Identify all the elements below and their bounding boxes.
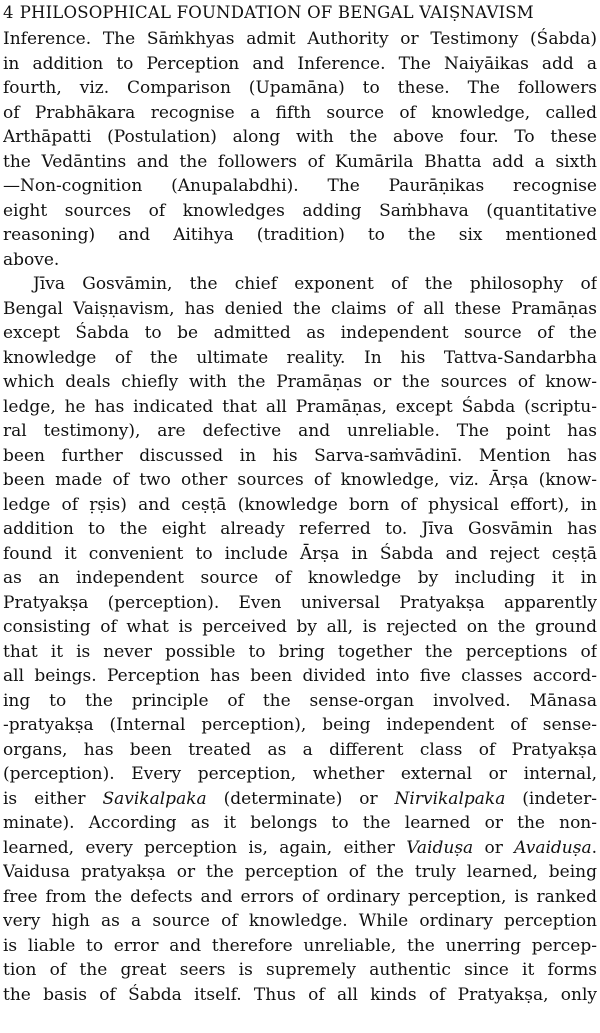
text-line: knowledge of the ultimate reality. In his Tattva-Sandarbha: [3, 347, 597, 368]
text-line: found it convenient to include Ārṣa in Śabda and reject ceṣṭā: [3, 543, 597, 564]
text-line: in addition to Perception and Inference. The Naiyāikas add a: [3, 53, 597, 74]
text-line: consisting of what is perceived by all, is rejected on the ground: [3, 617, 597, 637]
paragraph: [3, 272, 597, 1007]
text-line: reasoning) and Aitihya (tradition) to the six mentioned: [3, 225, 597, 245]
text-line: minate). According as it belongs to the learned or the non-: [3, 813, 597, 833]
text-line: of Prabhākara recognise a fifth source of knowledge, called: [3, 102, 597, 123]
text-line: that it is never possible to bring together the perceptions of: [3, 641, 597, 662]
text-line: except Śabda to be admitted as independent source of the: [3, 323, 597, 343]
text-line: Jīva Gosvāmin, the chief exponent of the philosophy of: [33, 274, 597, 294]
text-line: ing to the principle of the sense-organ involved. Mānasa: [3, 690, 597, 711]
text-line: fourth, viz. Comparison (Upamāna) to these. The followers: [3, 78, 597, 98]
text-line: Pratyakṣa (perception). Even universal Pratyakṣa apparently: [3, 592, 597, 613]
text-line: the Vedāntins and the followers of Kumārila Bhatta add a sixth: [3, 151, 597, 172]
text-line: is either Savikalpaka (determinate) or Nirvikalpaka (indeter-: [3, 788, 597, 809]
text-line: as an independent source of knowledge by including it in: [3, 568, 597, 588]
text-line: above.: [3, 249, 60, 270]
text-line: free from the defects and errors of ordinary perception, is ranked: [3, 886, 597, 907]
text-line: is liable to error and therefore unreliable, the unerring percep-: [3, 935, 597, 956]
text-line: Inference. The Sāṁkhyas admit Authority or Testimony (Śabda): [3, 29, 597, 49]
paragraph: [3, 27, 597, 272]
running-head: [3, 0, 597, 27]
text-line: eight sources of knowledges adding Saṁbhava (quantitative: [3, 200, 597, 221]
text-line: tion of the great seers is supremely authentic since it forms: [3, 960, 597, 980]
text-line: all beings. Perception has been divided into five classes accord-: [3, 666, 597, 686]
text-line: ledge of ṛṣis) and ceṣṭā (knowledge born of physical effort), in: [3, 494, 597, 515]
text-line: Arthāpatti (Postulation) along with the above four. To these: [3, 127, 597, 147]
text-line: Bengal Vaiṣṇavism, has denied the claims of all these Pramāṇas: [3, 298, 597, 319]
text-line: which deals chiefly with the Pramāṇas or the sources of know-: [3, 372, 597, 392]
body-text: [3, 27, 597, 1007]
text-line: addition to the eight already referred to. Jīva Gosvāmin has: [3, 519, 597, 539]
text-line: organs, has been treated as a different class of Pratyakṣa: [3, 739, 597, 760]
text-line: (perception). Every perception, whether external or internal,: [3, 764, 597, 784]
text-line: ral testimony), are defective and unreliable. The point has: [3, 421, 597, 441]
text-line: the basis of Śabda itself. Thus of all kinds of Pratyakṣa, only: [3, 984, 597, 1005]
text-line: -pratyakṣa (Internal perception), being independent of sense-: [3, 715, 597, 735]
text-line: been made of two other sources of knowledge, viz. Ārṣa (know-: [3, 470, 597, 490]
text-line: been further discussed in his Sarva-saṁvādinī. Mention has: [3, 445, 597, 466]
text-line: ledge, he has indicated that all Pramāṇas, except Śabda (scriptu-: [3, 396, 597, 417]
text-line: learned, every perception is, again, either Vaiduṣa or Avaiduṣa.: [3, 837, 597, 858]
running-head-title: PHILOSOPHICAL FOUNDATION OF BENGAL VAIṢNAVISM: [19, 3, 534, 22]
text-line: Vaidusa pratyakṣa or the perception of the truly learned, being: [3, 862, 597, 882]
text-line: very high as a source of knowledge. While ordinary perception: [3, 911, 597, 931]
text-line: —Non-cognition (Anupalabdhi). The Paurāṇikas recognise: [3, 176, 597, 196]
page-number: 4: [3, 3, 14, 22]
